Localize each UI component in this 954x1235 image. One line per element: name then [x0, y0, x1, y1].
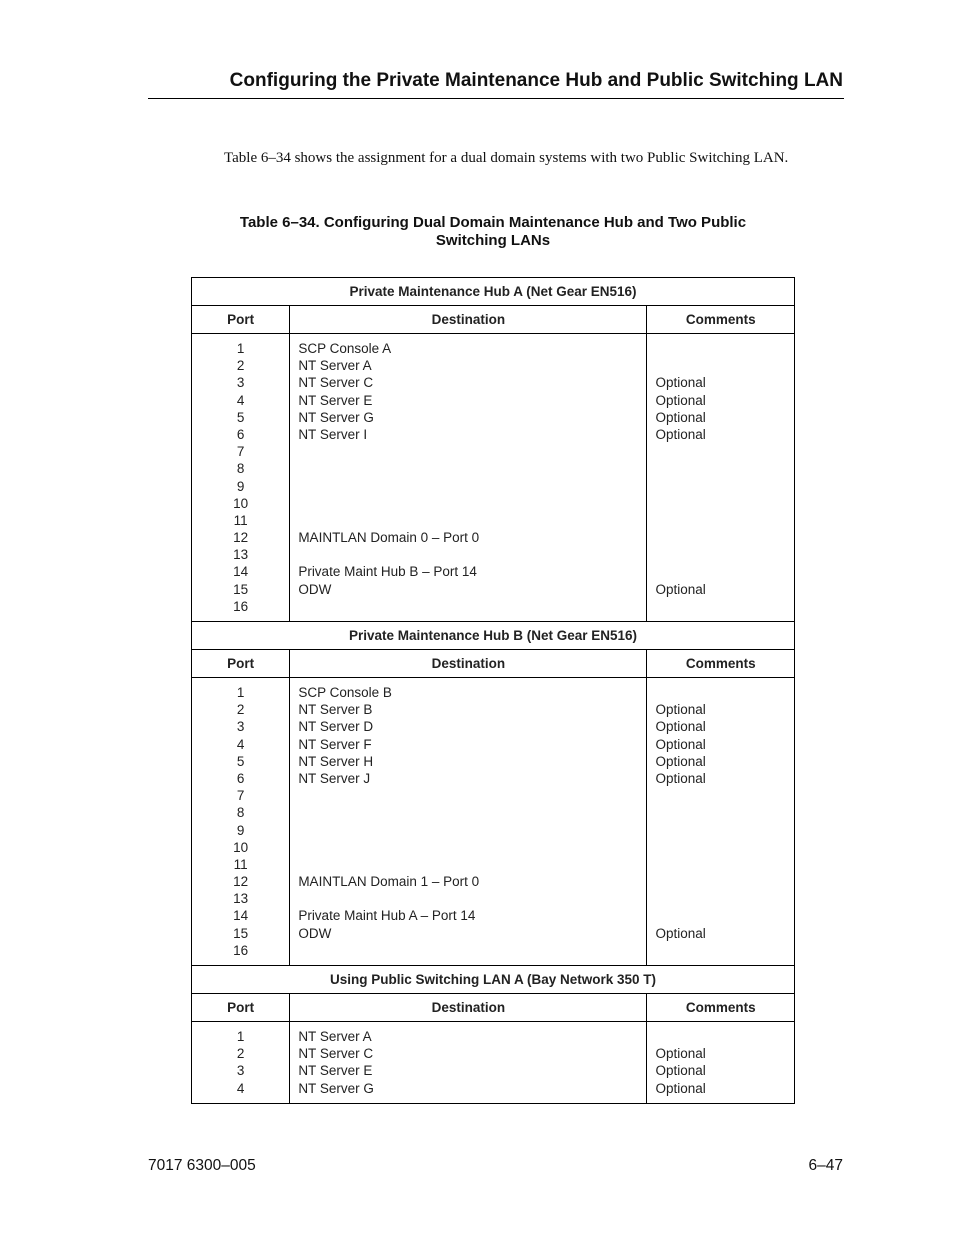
port-cell-column [192, 1022, 290, 1104]
destination-cell [290, 804, 646, 821]
destination-cell [290, 443, 646, 460]
intro-paragraph: Table 6–34 shows the assignment for a dual domain systems with two Public Switching LAN. [224, 150, 789, 166]
destination-cell-column [290, 334, 647, 622]
column-header-destination: Destination [290, 306, 647, 334]
destination-cell [290, 598, 646, 615]
document-number: 7017 6300–005 [148, 1157, 256, 1174]
destination-cell: NT Server A [298, 1029, 372, 1044]
port-cell: 3 [236, 719, 245, 735]
comment-cell: Optional [655, 925, 706, 941]
comment-cell [647, 529, 794, 546]
comment-cell [647, 684, 794, 701]
comment-cell [647, 460, 794, 477]
comment-cell-column [647, 334, 795, 622]
column-header-destination: Destination [290, 650, 647, 678]
destination-cell: NT Server D [298, 719, 374, 735]
column-header-port: Port [192, 306, 290, 334]
port-cell: 15 [233, 925, 249, 941]
comment-cell [647, 890, 794, 907]
section-body-row [192, 1022, 795, 1104]
port-cell: 2 [236, 1046, 245, 1062]
comment-cell [647, 495, 794, 512]
port-cell: 13 [233, 891, 249, 907]
comment-cell: Optional [655, 702, 706, 718]
comment-cell [647, 873, 794, 890]
destination-cell: NT Server F [298, 736, 372, 752]
port-cell: 12 [233, 530, 249, 546]
comment-cell: Optional [655, 581, 706, 597]
comment-cell [647, 839, 794, 856]
column-header-comments: Comments [647, 650, 795, 678]
port-cell: 6 [236, 770, 245, 786]
port-cell-column [192, 334, 290, 622]
port-cell: 4 [236, 736, 245, 752]
destination-cell: Private Maint Hub A – Port 14 [298, 908, 476, 924]
port-cell: 10 [233, 495, 249, 511]
table-caption [193, 214, 793, 250]
port-cell: 9 [236, 478, 245, 494]
column-header-row [192, 650, 795, 678]
destination-cell [290, 787, 646, 804]
column-header-destination: Destination [290, 994, 647, 1022]
destination-cell: NT Server G [298, 1080, 374, 1096]
destination-cell [290, 495, 646, 512]
section-header-row [192, 622, 795, 650]
port-cell: 16 [233, 942, 249, 958]
comment-cell [647, 357, 794, 374]
port-cell: 6 [236, 426, 245, 442]
port-cell: 5 [236, 753, 245, 769]
comment-cell [647, 1028, 794, 1045]
comment-cell: Optional [655, 426, 706, 442]
destination-cell: MAINTLAN Domain 0 – Port 0 [298, 530, 480, 546]
column-header-row [192, 306, 795, 334]
comment-cell: Optional [655, 1046, 706, 1062]
header-rule [148, 98, 844, 99]
port-cell: 1 [236, 341, 245, 356]
comment-cell [647, 546, 794, 563]
destination-cell: NT Server E [298, 1063, 373, 1079]
destination-cell: NT Server C [298, 375, 374, 391]
comment-cell: Optional [655, 375, 706, 391]
destination-cell: ODW [298, 925, 332, 941]
section-header-row [192, 278, 795, 306]
destination-cell: Private Maint Hub B – Port 14 [298, 564, 477, 580]
comment-cell [647, 512, 794, 529]
destination-cell: NT Server I [298, 426, 368, 442]
destination-cell: NT Server G [298, 409, 374, 425]
section-body-row [192, 334, 795, 622]
port-cell: 3 [236, 375, 245, 391]
comment-cell: Optional [655, 1080, 706, 1096]
comment-cell [647, 907, 794, 924]
comment-cell: Optional [655, 736, 706, 752]
comment-cell: Optional [655, 1063, 706, 1079]
comment-cell [647, 340, 794, 357]
port-cell: 2 [236, 702, 245, 718]
port-cell: 16 [233, 598, 249, 614]
comment-cell-column [647, 678, 795, 966]
port-cell: 8 [236, 461, 245, 477]
destination-cell [290, 460, 646, 477]
destination-cell [290, 890, 646, 907]
section-header-row [192, 966, 795, 994]
port-cell: 1 [236, 1029, 245, 1044]
comment-cell: Optional [655, 753, 706, 769]
section-title: Private Maintenance Hub B (Net Gear EN516) [192, 622, 795, 650]
destination-cell [290, 512, 646, 529]
port-cell: 10 [233, 839, 249, 855]
comment-cell [647, 822, 794, 839]
port-cell-column [192, 678, 290, 966]
port-cell: 11 [233, 856, 248, 872]
destination-cell: NT Server H [298, 753, 374, 769]
destination-cell: SCP Console A [298, 341, 392, 356]
destination-cell [290, 856, 646, 873]
port-cell: 7 [236, 444, 245, 460]
comment-cell: Optional [655, 719, 706, 735]
destination-cell [290, 839, 646, 856]
destination-cell [290, 942, 646, 959]
port-assignment-table [191, 277, 795, 1104]
port-cell: 8 [236, 805, 245, 821]
port-cell: 4 [236, 1080, 245, 1096]
section-title: Private Maintenance Hub A (Net Gear EN516) [192, 278, 795, 306]
comment-cell: Optional [655, 392, 706, 408]
port-cell: 9 [236, 822, 245, 838]
comment-cell [647, 787, 794, 804]
column-header-row [192, 994, 795, 1022]
table-caption-line-1: Table 6–34. Configuring Dual Domain Maintenance Hub and Two Public [239, 214, 747, 231]
destination-cell: SCP Console B [298, 685, 392, 700]
destination-cell [290, 822, 646, 839]
column-header-port: Port [192, 650, 290, 678]
port-cell: 4 [236, 392, 245, 408]
destination-cell: NT Server A [298, 358, 372, 374]
column-header-port: Port [192, 994, 290, 1022]
comment-cell: Optional [655, 409, 706, 425]
port-cell: 5 [236, 409, 245, 425]
port-cell: 14 [233, 908, 249, 924]
destination-cell [290, 546, 646, 563]
destination-cell: NT Server J [298, 770, 371, 786]
destination-cell: NT Server C [298, 1046, 374, 1062]
port-cell: 15 [233, 581, 249, 597]
comment-cell [647, 598, 794, 615]
port-cell: 2 [236, 358, 245, 374]
comment-cell: Optional [655, 770, 706, 786]
comment-cell [647, 443, 794, 460]
port-cell: 13 [233, 547, 249, 563]
port-cell: 1 [236, 685, 245, 700]
destination-cell-column [290, 678, 647, 966]
section-body-row [192, 678, 795, 966]
port-cell: 12 [233, 874, 249, 890]
table-body [192, 278, 795, 1104]
port-cell: 11 [233, 512, 248, 528]
column-header-comments: Comments [647, 994, 795, 1022]
page-header-title: Configuring the Private Maintenance Hub and Public Switching LAN [229, 70, 843, 91]
comment-cell [647, 856, 794, 873]
section-title: Using Public Switching LAN A (Bay Network 350 T) [192, 966, 795, 994]
table-caption-line-2: Switching LANs [435, 232, 551, 249]
comment-cell-column [647, 1022, 795, 1104]
port-cell: 7 [236, 788, 245, 804]
comment-cell [647, 478, 794, 495]
destination-cell: NT Server B [298, 702, 373, 718]
comment-cell [647, 563, 794, 580]
port-cell: 3 [236, 1063, 245, 1079]
port-cell: 14 [233, 564, 249, 580]
comment-cell [647, 942, 794, 959]
destination-cell: ODW [298, 581, 332, 597]
comment-cell [647, 804, 794, 821]
destination-cell [290, 478, 646, 495]
column-header-comments: Comments [647, 306, 795, 334]
destination-cell-column [290, 1022, 647, 1104]
page-number: 6–47 [808, 1157, 843, 1174]
destination-cell: NT Server E [298, 392, 373, 408]
destination-cell: MAINTLAN Domain 1 – Port 0 [298, 874, 480, 890]
